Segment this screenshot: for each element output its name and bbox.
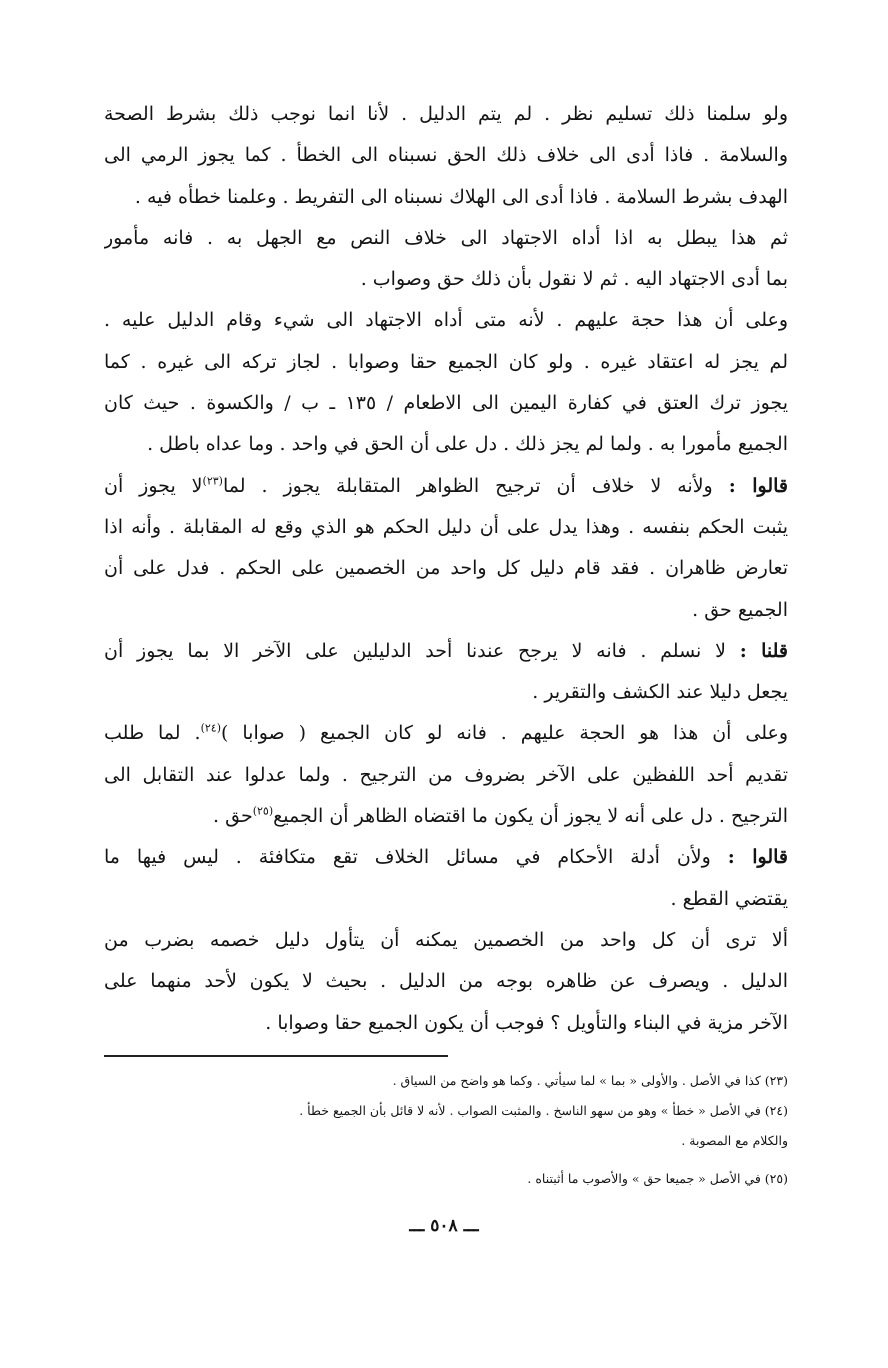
line-text: وعلى أن هذا حجة عليهم . لأنه متى أداه الاجتهاد الى شيء وقام الدليل عليه . [104,309,788,332]
speaker-label: قلنا : [739,639,788,662]
line-text: يجعل دليلا عند الكشف والتقرير . [532,681,788,704]
text-line [104,631,788,672]
line-text: يثبت الحكم بنفسه . وهذا يدل على أن دليل الحكم هو الذي وقع له المقابلة . وأنه اذا [104,515,788,538]
text-line [104,920,788,961]
text-line [104,424,788,465]
line-text: ولأن أدلة الأحكام في مسائل الخلاف تقع متكافئة . ليس فيها ما [104,846,728,869]
line-text: تعارض ظاهران . فقد قام دليل كل واحد من الخصمين على الحكم . فدل على أن [104,557,788,580]
text-line [104,755,788,796]
line-text: الجميع مأمورا به . ولما لم يجز ذلك . دل على أن الحق في واحد . وما عداه باطل . [147,433,788,456]
text-line [104,1003,788,1044]
text-line [104,135,788,176]
line-text: الدليل . ويصرف عن ظاهره بوجه من الدليل . بحيث لا يكون لأحد منهما على [104,970,788,993]
footnote-ref: (٢٥) [252,804,274,818]
text-line [104,300,788,341]
text-line [104,796,788,837]
text-line [104,507,788,548]
line-text: ثم هذا يبطل به اذا أداه الاجتهاد الى خلاف النص مع الجهل به . فانه مأمور [104,226,788,249]
text-line [104,218,788,259]
line-text: لا نسلم . فانه لا يرجح عندنا أحد الدليلين على الآخر الا بما يجوز أن [104,639,740,662]
text-line [104,259,788,300]
line-text: يقتضي القطع . [670,887,788,910]
text-line [104,837,788,878]
footnote: (٢٥) في الأصل « جميعا حق » والأصوب ما أثبتناه . [527,1171,788,1186]
text-line [104,590,788,631]
line-text: لم يجز له اعتقاد غيره . ولو كان الجميع حقا وصوابا . لجاز تركه الى غيره . كما [104,350,788,373]
text-line [104,548,788,589]
speaker-label: قالوا : [728,474,788,497]
line-text-tail: حق . [213,805,253,828]
text-line [104,961,788,1002]
line-text: ألا ترى أن كل واحد من الخصمين يمكنه أن يتأول دليل خصمه بضرب من [104,928,788,951]
footnote: (٢٤) في الأصل « خطأ » وهو من سهو الناسخ . والمثبت الصواب . لأنه لا قائل بأن الجميع خطأ . [299,1103,788,1118]
footnote-ref: (٢٣) [202,474,223,488]
line-text: ولو سلمنا ذلك تسليم نظر . لم يتم الدليل . لأنا انما نوجب ذلك بشرط الصحة [104,103,788,125]
line-text: يجوز ترك العتق في كفارة اليمين الى الاطعام / ١٣٥ ـ ب / والكسوة . حيث كان [104,392,788,415]
line-text-tail: . لما طلب [104,722,201,745]
line-text: تقديم أحد اللفظين على الآخر بضروف من الترجيح . ولما عدلوا عند التقابل الى [104,763,788,786]
footnote: والكلام مع المصوبة . [681,1133,788,1148]
speaker-label: قالوا : [727,846,788,869]
main-text [104,94,788,1044]
text-line [104,383,788,424]
footnote: (٢٣) كذا في الأصل . والأولى « بما » لما سيأتي . وكما هو واضح من السياق . [392,1073,788,1088]
line-text-tail: لا يجوز أن [104,474,203,497]
text-line [104,94,788,135]
text-line [104,342,788,383]
line-text: ولأنه لا خلاف أن ترجيح الظواهر المتقابلة يجوز . لما [222,474,729,497]
page-number: ـــ ٥٠٨ ـــ [409,1216,479,1236]
text-line [104,466,788,507]
line-text: بما أدى الاجتهاد اليه . ثم لا نقول بأن ذلك حق وصواب . [360,268,788,291]
text-line [104,879,788,920]
text-line [104,672,788,713]
footnote-divider [104,1055,448,1057]
line-text: الجميع حق . [692,598,788,621]
line-text: وعلى أن هذا هو الحجة عليهم . فانه لو كان الجميع ( صوابا ) [221,722,788,745]
line-text: الآخر مزية في البناء والتأويل ؟ فوجب أن يكون الجميع حقا وصوابا . [265,1011,788,1034]
text-line [104,713,788,754]
footnote-ref: (٢٤) [200,722,222,736]
line-text: الهدف بشرط السلامة . فاذا أدى الى الهلاك نسبناه الى التفريط . وعلمنا خطأه فيه . [134,185,788,208]
footnotes [104,1066,788,1194]
text-line [104,177,788,218]
line-text: الترجيح . دل على أنه لا يجوز أن يكون ما اقتضاه الظاهر أن الجميع [273,805,788,828]
line-text: والسلامة . فاذا أدى الى خلاف ذلك الحق نسبناه الى الخطأ . كما يجوز الرمي الى [104,144,788,167]
